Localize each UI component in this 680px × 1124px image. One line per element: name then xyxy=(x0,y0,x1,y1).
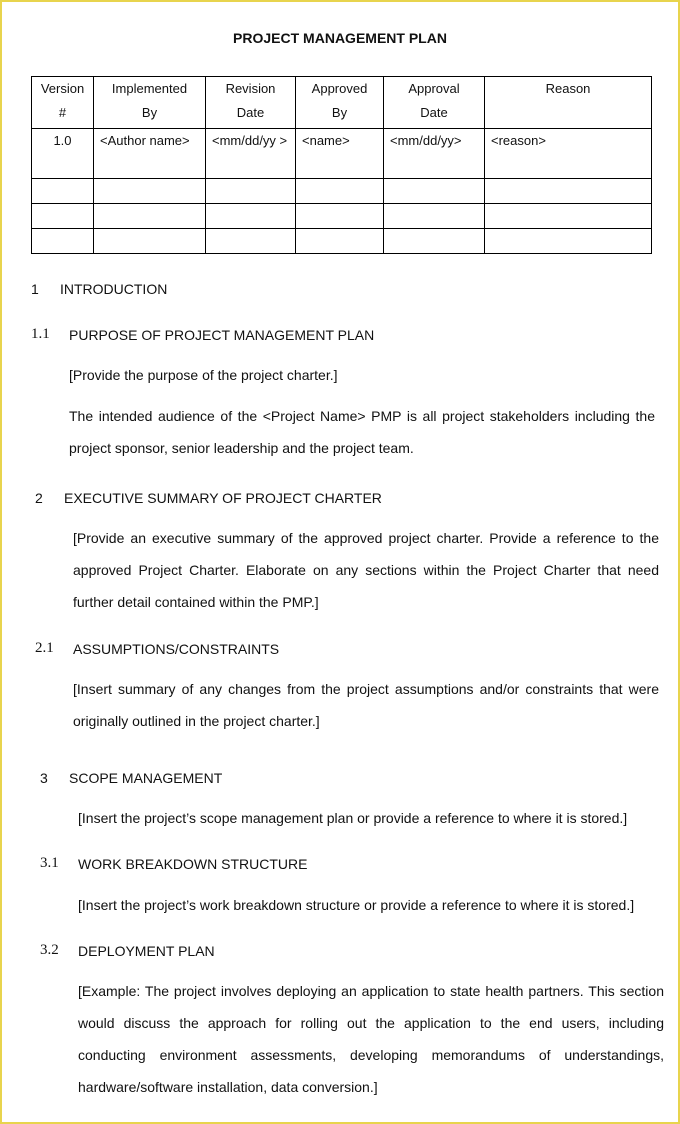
section-3-paragraph: [Insert the project’s scope management plan or provide a reference to where it is stored.] xyxy=(78,810,628,826)
cell-implemented-by: <Author name> xyxy=(94,129,206,179)
header-approval-date: Approval Date xyxy=(384,77,485,129)
cell-version: 1.0 xyxy=(32,129,94,179)
section-3-2-heading: DEPLOYMENT PLAN xyxy=(78,943,215,959)
section-1-1-paragraph-2: The intended audience of the <Project Name> PMP is all project stakeholders including the project sponsor, senior leadership and the project team. xyxy=(69,408,655,456)
table-row xyxy=(32,229,652,254)
revision-history-table xyxy=(31,76,652,254)
section-2-1-paragraph: [Insert summary of any changes from the project assumptions and/or constraints that were originally outlined in the project charter.] xyxy=(73,681,659,729)
section-2-1-heading: ASSUMPTIONS/CONSTRAINTS xyxy=(73,641,280,657)
cell-revision-date: <mm/dd/yy > xyxy=(206,129,296,179)
section-2-heading: EXECUTIVE SUMMARY OF PROJECT CHARTER xyxy=(64,490,382,506)
cell-approval-date: <mm/dd/yy> xyxy=(384,129,485,179)
header-version: Version # xyxy=(32,77,94,129)
cell-reason: <reason> xyxy=(485,129,652,179)
section-1-1-number: 1.1 xyxy=(31,326,50,342)
table-row xyxy=(32,204,652,229)
section-1-number: 1 xyxy=(31,281,39,297)
section-3-1-heading: WORK BREAKDOWN STRUCTURE xyxy=(78,856,308,872)
table-header-row xyxy=(32,77,652,129)
section-2-paragraph: [Provide an executive summary of the approved project charter. Provide a reference to the approved Project Charter. Elaborate on any sections within the Project Charter that need further detail contained within the PMP.] xyxy=(73,530,659,610)
section-3-2-paragraph: [Example: The project involves deploying an application to state health partners. This section would discuss the approach for rolling out the application to the end users, including conducting environment assessments, developing memorandums of understandings, hardware/software installation, data conversion.] xyxy=(78,983,664,1095)
section-1-1-paragraph-1: [Provide the purpose of the project charter.] xyxy=(69,367,338,383)
header-revision-date: Revision Date xyxy=(206,77,296,129)
table-row xyxy=(32,179,652,204)
section-3-1-paragraph: [Insert the project’s work breakdown structure or provide a reference to where it is stored.] xyxy=(78,897,635,913)
section-3-number: 3 xyxy=(40,770,48,786)
header-approved-by: Approved By xyxy=(296,77,384,129)
header-implemented-by: Implemented By xyxy=(94,77,206,129)
document-title: PROJECT MANAGEMENT PLAN xyxy=(233,30,447,46)
header-reason: Reason xyxy=(485,77,652,129)
table-row xyxy=(32,129,652,179)
section-1-heading: INTRODUCTION xyxy=(60,281,168,297)
cell-approved-by: <name> xyxy=(296,129,384,179)
section-1-1-heading: PURPOSE OF PROJECT MANAGEMENT PLAN xyxy=(69,327,375,343)
section-2-number: 2 xyxy=(35,490,43,506)
section-2-1-number: 2.1 xyxy=(35,640,54,656)
section-3-heading: SCOPE MANAGEMENT xyxy=(69,770,223,786)
section-3-2-number: 3.2 xyxy=(40,942,59,958)
section-3-1-number: 3.1 xyxy=(40,855,59,871)
